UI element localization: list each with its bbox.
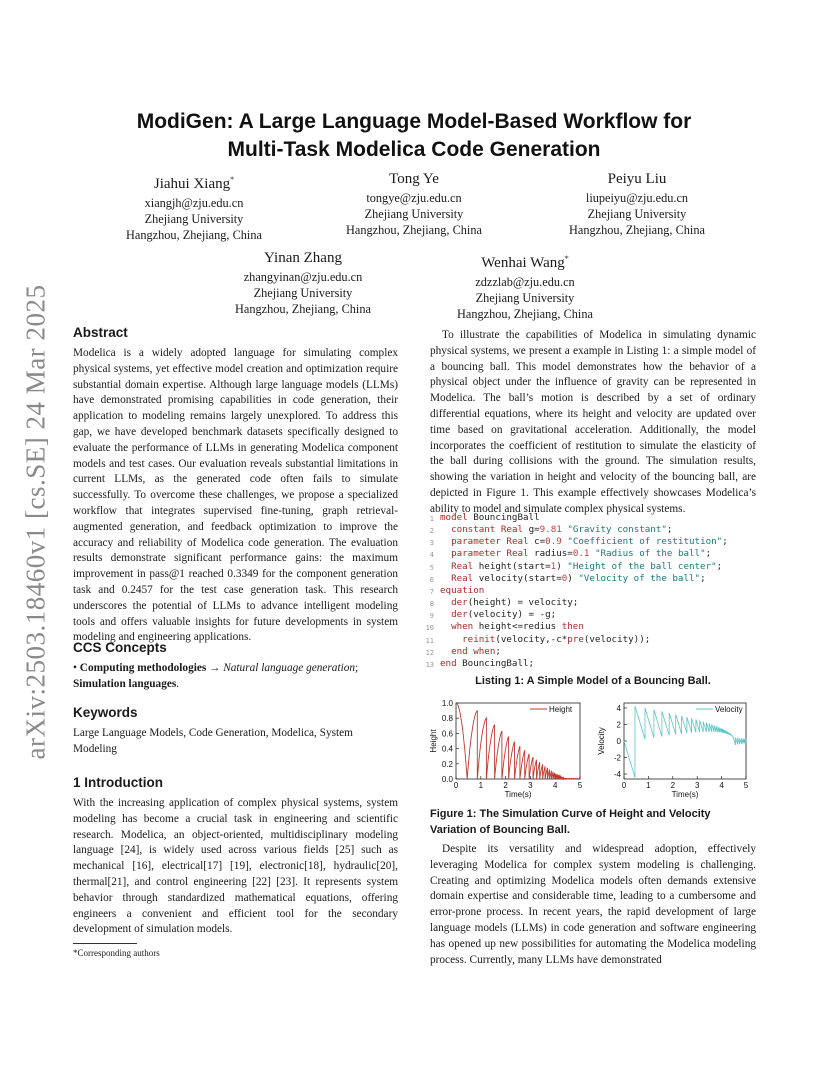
author-email[interactable]: xiangjh@zju.edu.cn [144,196,244,210]
author-location: Hangzhou, Zhejiang, China [569,223,705,237]
author-location: Hangzhou, Zhejiang, China [235,302,371,316]
code-line: Real height(start=1) "Height of the ball center"; [451,560,723,572]
x-tick-label: 3 [528,781,533,790]
code-line-number: 6 [429,575,434,584]
author-name: Peiyu Liu [607,171,667,187]
x-axis-label: Time(s) [504,790,532,799]
author-location: Hangzhou, Zhejiang, China [346,223,482,237]
code-line-number: 7 [429,587,434,596]
legend-label: Velocity [715,705,743,714]
code-line: end when; [451,645,501,657]
code-line-number: 10 [425,624,434,633]
code-line: equation [440,584,485,596]
x-tick-label: 1 [646,781,651,790]
y-tick-label: -4 [613,770,621,780]
footnote-rule [73,943,137,944]
x-tick-label: 1 [478,781,484,790]
footnote: *Corresponding authors [73,948,160,958]
arrow-icon: → [209,662,221,674]
code-line: reinit(velocity,-c*pre(velocity)); [462,633,651,645]
code-line-number: 4 [429,551,434,560]
paper-title [0,108,828,164]
author-name: Jiahui Xiang [153,176,231,192]
y-tick-label: 0.6 [441,729,453,739]
paper-title-line-1: ModiGen: A Large Language Model-Based Workflow for [136,110,692,133]
keywords-heading: Keywords [73,705,138,720]
y-axis-label: Velocity [597,727,606,755]
author-block [537,169,737,238]
author-affiliation: Zhejiang University [144,212,244,226]
author-affiliation: Zhejiang University [475,291,575,305]
code-line-number: 13 [425,660,434,669]
code-line: Real velocity(start=0) "Velocity of the ball"; [451,572,706,584]
x-tick-label: 4 [719,781,724,790]
introduction-heading: 1 Introduction [73,775,163,790]
introduction-continued-paragraph: Despite its versatility and widespread adoption, effectively leveraging Modelica for complex system modeling is challenging. Creating and optimizing Modelica models often demands extensive domain expertise and considerable time, leading to a cumbersome and error-prone process. In recent years, the rapid development of large language models (LLMs) in code generation and software engineering has opened up new possibilities for automating the Modelica modeling process. Currently, many LLMs have demonstrated [430,843,756,966]
abstract-heading: Abstract [73,325,128,340]
x-tick-label: 2 [670,781,676,790]
body-paragraph [430,328,756,518]
code-line: constant Real g=9.81 "Gravity constant"; [451,524,673,536]
code-line: model BouncingBall [440,512,540,523]
x-tick-label: 0 [621,781,627,790]
author-block [94,169,294,243]
code-line-number: 9 [429,612,434,621]
y-tick-label: 4 [616,703,621,713]
introduction-paragraph: With the increasing application of complex physical systems, system modeling has become a crucial task in engineering and scientific research. Modelica, an object-oriented, multidisciplinary modeling language [24], is widely used across various fields [25] such as mechanical [16], electrical[17] [19], electronic[18], hydraulic[20], thermal[21], and control engineering [22] [23]. It represents system behavior through standardized mathematical equations, offering engineers a convenient and efficient tool for the secondary development of simulation models. [73,797,398,936]
author-affiliation: Zhejiang University [587,207,687,221]
corresponding-mark: * [564,254,569,263]
code-line: parameter Real radius=0.1 "Radius of the ball"; [451,548,712,560]
y-tick-label: 1.0 [441,699,453,708]
y-tick-label: 0.4 [441,744,453,754]
period: . [176,677,180,690]
legend-label: Height [549,705,573,714]
body-paragraph [430,842,756,968]
author-name: Yinan Zhang [264,250,342,266]
plot-frame [456,703,580,779]
x-tick-label: 5 [577,781,583,790]
code-line: der(height) = velocity; [451,597,579,609]
abstract-paragraph: Modelica is a widely adopted language for simulating complex physical systems, yet effective model creation and optimization require substantial domain expertise. Although large language models (LLMs) have demonstrated promising capabilities in code generation, their application to modeling remains largely unexplored. To address this gap, we have developed benchmark datasets specifically designed to evaluate the performance of LLMs in generating Modelica component models and test cases. Our evaluation reveals substantial limitations in current LLMs, as the generated code often fails to simulate successfully. To overcome these challenges, we propose a specialized workflow that integrates supervised fine-tuning, graph retrieval-augmented generation, and feedback optimization to improve the accuracy and reliability of Modelica code generation. The evaluation results demonstrate significant performance gains: the maximum improvement in pass@1 reached 0.3349 for the component generation task and 0.2457 for the test case generation task. This research underscores the potential of LLMs to advance intelligent modeling tools and offers valuable insights for future developments in system modeling and engineering applications. [73,347,398,644]
arxiv-identifier [20,284,51,760]
code-line: der(velocity) = -g; [451,609,557,621]
author-email[interactable]: tongye@zju.edu.cn [366,191,462,205]
code-line: when height<=redius then [451,621,584,633]
y-tick-label: 0.2 [441,759,453,769]
y-tick-label: 0 [616,737,621,746]
code-line-number: 8 [429,600,434,609]
arxiv-identifier-text: arXiv:2503.18460v1 [cs.SE] 24 Mar 2025 [20,284,51,760]
y-tick-label: 0.8 [441,714,453,724]
code-line-number: 2 [429,527,434,536]
author-location: Hangzhou, Zhejiang, China [457,307,593,321]
x-tick-label: 3 [694,781,700,790]
author-affiliation: Zhejiang University [364,207,464,221]
code-line-number: 12 [425,648,434,657]
y-tick-label: 2 [616,720,621,730]
author-block [203,248,403,317]
height-chart [418,693,588,803]
listing-intro-paragraph: To illustrate the capabilities of Modelica in simulating dynamic physical systems, we present a example in Listing 1: a simple model of a bouncing ball. This model demonstrates how the behavior of a physical object under the influence of gravity can be represented in Modelica. The ball’s motion is described by a set of ordinary differential equations, where its height and velocity are updated over time based on gravitational acceleration. Additionally, the model incorporates the coefficient of restitution to simulate the elasticity of the ball during collisions with the ground. The simulation results, showing the variation in height and velocity of the bouncing ball, are depicted in Figure 1. This example effectively showcases Modelica’s ability to model and simulate complex physical systems. [430,329,756,515]
x-tick-label: 5 [743,781,749,790]
code-line: end BouncingBall; [440,657,535,669]
paper-title-line-2: Multi-Task Modelica Code Generation [227,138,601,161]
figure-caption: Figure 1: The Simulation Curve of Height and Velocity Variation of Bouncing Ball. [430,808,711,836]
x-axis-label: Time(s) [671,790,699,799]
ccs-subcategory: Natural language generation [223,662,356,674]
x-tick-label: 2 [503,781,508,790]
x-tick-label: 4 [552,781,558,790]
bullet: • [73,662,77,674]
plot-frame [624,703,746,779]
ccs-heading: CCS Concepts [73,640,167,655]
author-name: Tong Ye [389,171,439,187]
corresponding-mark: * [230,175,235,184]
author-email[interactable]: liupeiyu@zju.edu.cn [585,191,689,205]
ccs-category: Computing methodologies [79,662,207,674]
height-series-line [456,703,580,779]
author-block [425,248,625,322]
author-block [314,169,514,238]
velocity-chart [596,693,756,803]
author-email[interactable]: zdzzlab@zju.edu.cn [475,275,575,289]
listing-caption: Listing 1: A Simple Model of a Bouncing Ball. [475,675,711,687]
code-line: parameter Real c=0.9 "Coefficient of restitution"; [451,536,728,548]
code-line-number: 11 [425,636,434,645]
ccs-category: Simulation languages [73,677,177,690]
abstract-text [73,346,398,646]
author-name: Wenhai Wang [481,255,565,271]
author-affiliation: Zhejiang University [253,286,353,300]
y-tick-label: -2 [613,753,621,763]
code-line-number: 3 [429,539,434,548]
ccs-concepts [73,661,398,693]
author-location: Hangzhou, Zhejiang, China [126,228,262,242]
separator: ; [355,662,359,674]
x-tick-label: 0 [453,781,459,790]
keywords-text: Large Language Models, Code Generation, Modelica, System Modeling [73,727,353,755]
velocity-series-line [624,706,746,777]
y-axis-label: Height [429,729,438,753]
author-email[interactable]: zhangyinan@zju.edu.cn [243,270,363,284]
introduction-text [73,796,398,938]
code-line-number: 5 [429,563,434,572]
y-tick-label: 0.0 [441,775,453,784]
code-line-number: 1 [429,515,434,523]
